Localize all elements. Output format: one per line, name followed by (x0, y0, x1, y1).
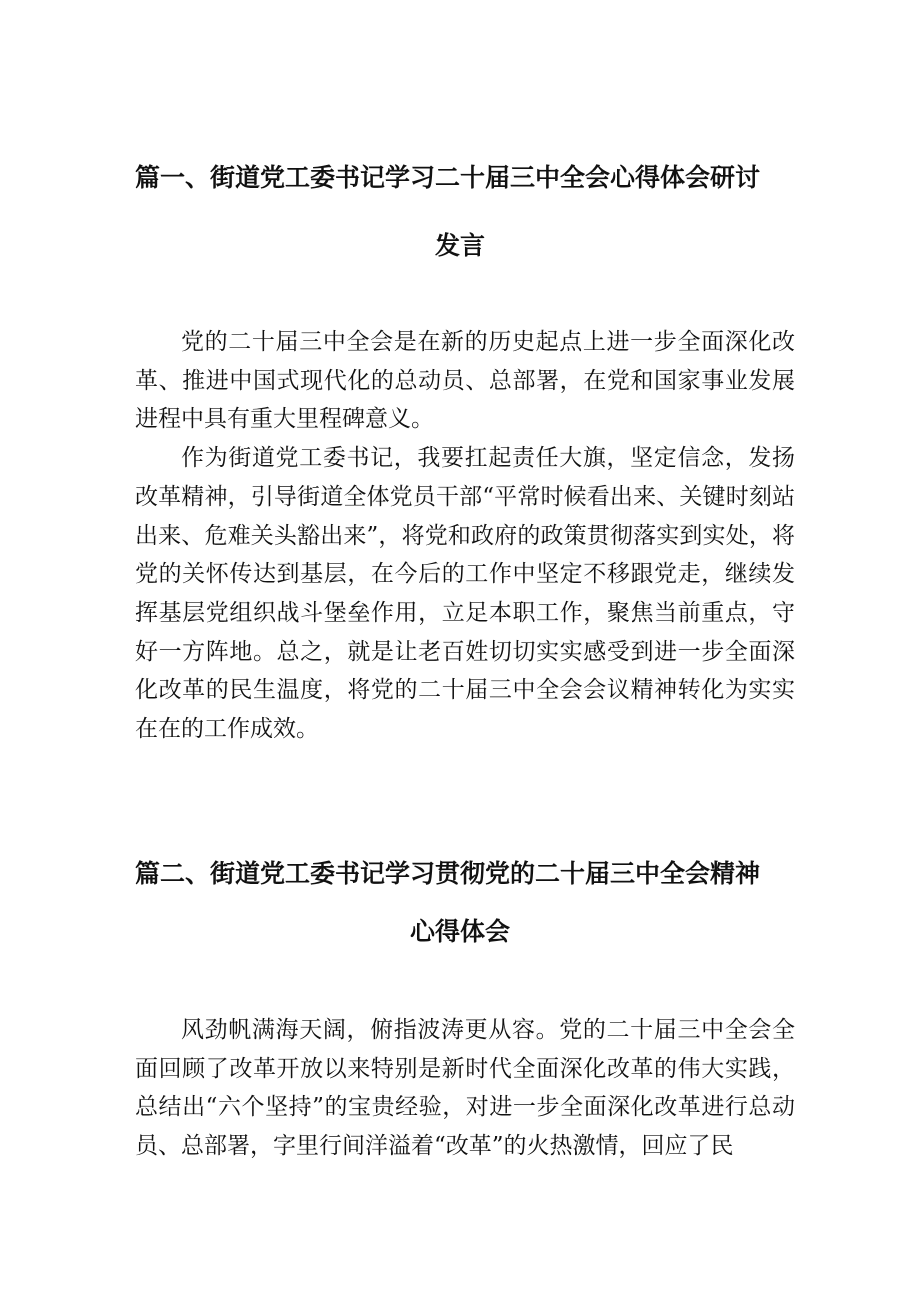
section-2-paragraph-1: 风劲帆满海天阔，俯指波涛更从容。党的二十届三中全会全面回顾了改革开放以来特别是新时代全面深化改革的伟大实践，总结出“六个坚持”的宝贵经验，对进一步全面深化改革进行总动员、总部署，字里行间洋溢着“改革”的火热激情，回应了民 (135, 1017, 795, 1160)
section-2-body (135, 1011, 795, 1166)
section-1-heading-line-1: 篇一、街道党工委书记学习二十届三中全会心得体会研讨 (135, 163, 761, 192)
section-2-heading-line-2: 心得体会 (409, 917, 510, 946)
section-1-heading-line-2: 发言 (434, 231, 485, 260)
section-1-paragraph-1: 党的二十届三中全会是在新的历史起点上进一步全面深化改革、推进中国式现代化的总动员、总部署，在党和国家事业发展进程中具有重大里程碑意义。 (135, 329, 795, 433)
section-2-heading-line-1: 篇二、街道党工委书记学习贯彻党的二十届三中全会精神 (135, 859, 761, 888)
section-1-body (135, 323, 795, 749)
section-1-paragraph-2: 作为街道党工委书记，我要扛起责任大旗，坚定信念，发扬改革精神，引导街道全体党员干部“平常时候看出来、关键时刻站出来、危难关头豁出来”，将党和政府的政策贯彻落实到实处，将党的关怀传达到基层，在今后的工作中坚定不移跟党走，继续发挥基层党组织战斗堡垒作用，立足本职工作，聚焦当前重点，守好一方阵地。总之，就是让老百姓切切实实感受到进一步全面深化改革的民生温度，将党的二十届三中全会会议精神转化为实实在在的工作成效。 (135, 445, 795, 743)
